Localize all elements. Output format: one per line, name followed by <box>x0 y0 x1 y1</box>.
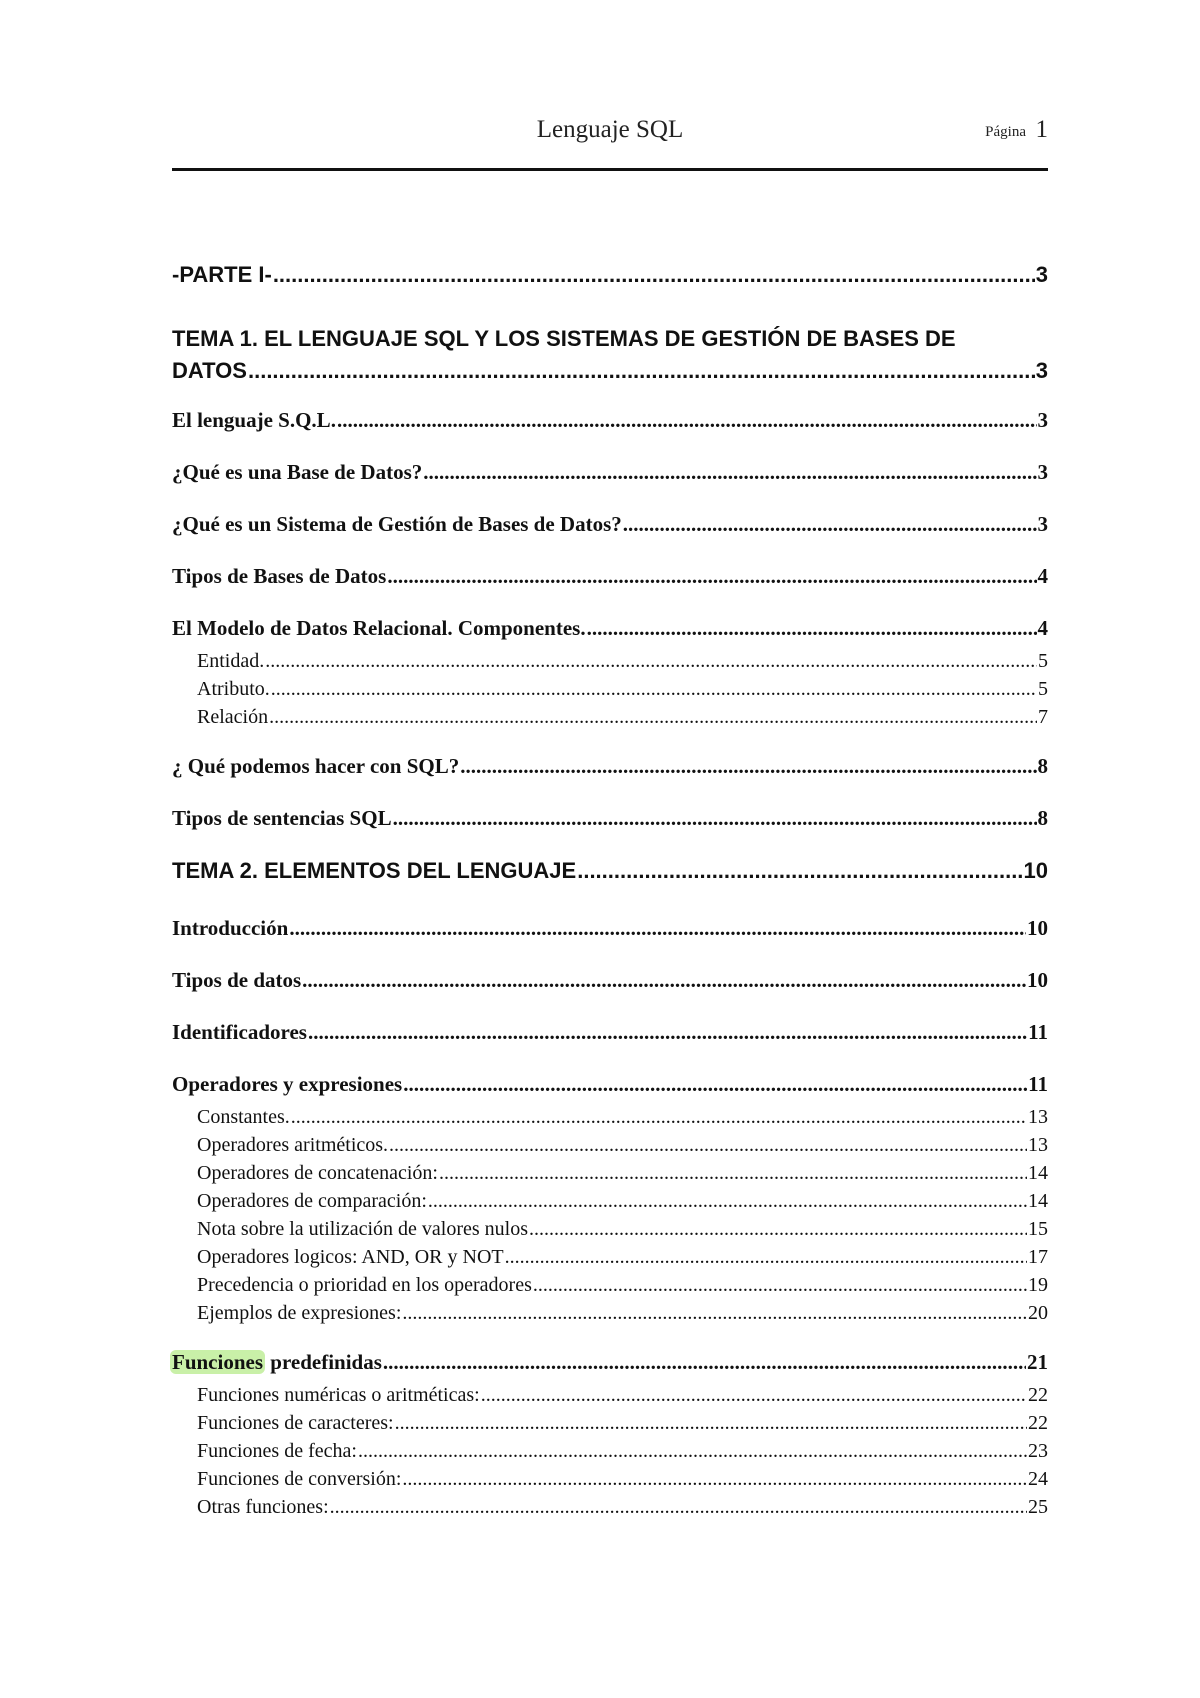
toc-entry-label: El lenguaje S.Q.L. <box>172 408 336 432</box>
toc-entry-page: 19 <box>1028 1274 1048 1296</box>
table-of-contents <box>172 262 1048 1544</box>
toc-subentry-precedencia[interactable] <box>172 1274 1048 1302</box>
toc-entry-page: 5 <box>1038 650 1048 672</box>
toc-subentry-concatenacion[interactable] <box>172 1162 1048 1190</box>
toc-entry-parte[interactable] <box>172 262 1048 302</box>
toc-subentries-modelo <box>172 650 1048 734</box>
toc-entry-funciones[interactable] <box>172 1350 1048 1384</box>
toc-entry-page: 3 <box>1037 408 1048 432</box>
toc-subentry-valores-nulos[interactable] <box>172 1218 1048 1246</box>
toc-subentries-funciones <box>172 1384 1048 1524</box>
dot-leader <box>330 1496 1027 1519</box>
toc-entry-label: Tipos de datos <box>172 968 302 992</box>
dot-leader <box>623 512 1037 537</box>
toc-entry-modelo-relacional[interactable] <box>172 616 1048 650</box>
toc-entry-label: Operadores de comparación: <box>197 1190 427 1212</box>
toc-subentry-conversion[interactable] <box>172 1468 1048 1496</box>
toc-entry-page: 10 <box>1023 858 1048 883</box>
dot-leader <box>505 1246 1027 1269</box>
toc-subentry-entidad[interactable] <box>172 650 1048 678</box>
toc-entry-label: Identificadores <box>172 1020 307 1044</box>
toc-entry-page: 17 <box>1028 1246 1048 1268</box>
toc-subentry-ejemplos[interactable] <box>172 1302 1048 1330</box>
toc-entry-page: 8 <box>1037 754 1048 778</box>
toc-entry-label: Operadores logicos: AND, OR y NOT <box>197 1246 504 1268</box>
toc-subentry-numericas[interactable] <box>172 1384 1048 1412</box>
toc-entry-page: 3 <box>1037 460 1048 484</box>
dot-leader <box>395 1412 1027 1435</box>
toc-entry-label: Otras funciones: <box>197 1496 329 1518</box>
dot-leader <box>273 262 1035 288</box>
toc-entry-que-hacer-sql[interactable] <box>172 754 1048 790</box>
toc-entry-label: Funciones de fecha: <box>197 1440 357 1462</box>
toc-entry-operadores[interactable] <box>172 1072 1048 1106</box>
toc-entry-page: 4 <box>1037 616 1048 640</box>
toc-entry-tipos-sentencias[interactable] <box>172 806 1048 842</box>
toc-entry-tipos-datos[interactable] <box>172 968 1048 1004</box>
dot-leader <box>302 968 1026 993</box>
toc-entry-sgbd[interactable] <box>172 512 1048 548</box>
dot-leader <box>577 858 1022 884</box>
toc-entry-label: Operadores de concatenación: <box>197 1162 438 1184</box>
toc-entry-introduccion[interactable] <box>172 916 1048 952</box>
dot-leader <box>402 1302 1027 1325</box>
toc-entry-label: ¿ Qué podemos hacer con SQL? <box>172 754 460 778</box>
toc-entry-tema1[interactable] <box>172 326 1048 390</box>
toc-entry-page: 7 <box>1038 706 1048 728</box>
toc-entry-label: Operadores y expresiones <box>172 1072 403 1096</box>
toc-entry-label: Funciones de conversión: <box>197 1468 402 1490</box>
toc-entry-label: Tipos de sentencias SQL <box>172 806 392 830</box>
toc-entry-page: 21 <box>1027 1350 1048 1374</box>
toc-entry-label: Nota sobre la utilización de valores nulos <box>197 1218 529 1240</box>
toc-entry-label: Atributo. <box>197 678 270 700</box>
toc-entry-page: 14 <box>1028 1190 1048 1212</box>
toc-entry-page: 10 <box>1027 968 1048 992</box>
dot-leader <box>428 1190 1027 1213</box>
dot-leader <box>265 650 1037 673</box>
toc-entry-label: ¿Qué es una Base de Datos? <box>172 460 423 484</box>
dot-leader <box>402 1468 1027 1491</box>
toc-entry-label: Funciones numéricas o aritméticas: <box>197 1384 480 1406</box>
toc-entry-page: 3 <box>1037 512 1048 536</box>
dot-leader <box>587 616 1037 641</box>
toc-subentry-otras[interactable] <box>172 1496 1048 1524</box>
toc-entry-page: 14 <box>1028 1162 1048 1184</box>
toc-subentry-constantes[interactable] <box>172 1106 1048 1134</box>
toc-entry-label <box>172 1350 382 1375</box>
toc-entry-page: 3 <box>1035 262 1048 287</box>
toc-entry-label: Precedencia o prioridad en los operadores <box>197 1274 532 1296</box>
toc-subentry-logicos[interactable] <box>172 1246 1048 1274</box>
toc-entry-label: TEMA 1. EL LENGUAJE SQL Y LOS SISTEMAS DE GESTIÓN DE BASES DE <box>172 326 956 351</box>
toc-entry-page: 20 <box>1028 1302 1048 1324</box>
toc-entry-page: 11 <box>1028 1072 1048 1096</box>
toc-subentry-fecha[interactable] <box>172 1440 1048 1468</box>
toc-entry-page: 8 <box>1037 806 1048 830</box>
toc-entry-page: 3 <box>1035 358 1048 383</box>
dot-leader <box>387 564 1036 589</box>
toc-entry-label: ¿Qué es un Sistema de Gestión de Bases de Datos? <box>172 512 622 536</box>
toc-entry-identificadores[interactable] <box>172 1020 1048 1056</box>
dot-leader <box>481 1384 1027 1407</box>
toc-entry-tipos-bases-datos[interactable] <box>172 564 1048 600</box>
dot-leader <box>337 408 1037 433</box>
toc-entry-page: 24 <box>1028 1468 1048 1490</box>
dot-leader <box>291 1106 1027 1129</box>
toc-entry-tema2[interactable] <box>172 858 1048 898</box>
toc-entry-page: 22 <box>1028 1384 1048 1406</box>
toc-subentry-comparacion[interactable] <box>172 1190 1048 1218</box>
toc-subentry-aritmeticos[interactable] <box>172 1134 1048 1162</box>
dot-leader <box>460 754 1036 779</box>
toc-entry-label: Ejemplos de expresiones: <box>197 1302 402 1324</box>
dot-leader <box>403 1072 1027 1097</box>
toc-entry-base-de-datos[interactable] <box>172 460 1048 496</box>
toc-entry-page: 22 <box>1028 1412 1048 1434</box>
toc-entry-page: 5 <box>1038 678 1048 700</box>
toc-entry-page: 4 <box>1037 564 1048 588</box>
toc-entry-page: 13 <box>1028 1106 1048 1128</box>
toc-entry-page: 11 <box>1028 1020 1048 1044</box>
dot-leader <box>423 460 1036 485</box>
dot-leader <box>533 1274 1027 1297</box>
dot-leader <box>529 1218 1027 1241</box>
toc-subentries-operadores <box>172 1106 1048 1330</box>
toc-entry-page: 10 <box>1027 916 1048 940</box>
toc-entry-page: 13 <box>1028 1134 1048 1156</box>
dot-leader <box>289 916 1026 941</box>
page-header <box>172 112 1048 148</box>
toc-entry-label: Constantes. <box>197 1106 290 1128</box>
toc-entry-page: 25 <box>1028 1496 1048 1518</box>
toc-entry-label-rest: predefinidas <box>265 1350 382 1374</box>
header-rule <box>172 168 1048 171</box>
toc-entry-label: Operadores aritméticos. <box>197 1134 389 1156</box>
dot-leader <box>439 1162 1027 1185</box>
dot-leader <box>383 1350 1026 1375</box>
dot-leader <box>308 1020 1027 1045</box>
toc-entry-label: -PARTE I- <box>172 262 272 287</box>
dot-leader <box>358 1440 1027 1463</box>
toc-entry-label: El Modelo de Datos Relacional. Componentes. <box>172 616 586 640</box>
toc-entry-label: Relación <box>197 706 269 728</box>
header-title: Lenguaje SQL <box>536 116 684 143</box>
dot-leader <box>393 806 1037 831</box>
header-page-label: Página <box>985 124 1026 140</box>
toc-entry-label-cont: DATOS <box>172 358 247 383</box>
header-page-number: 1 <box>1035 116 1048 143</box>
dot-leader <box>271 678 1037 701</box>
search-highlight: Funciones <box>172 1350 264 1374</box>
toc-subentry-atributo[interactable] <box>172 678 1048 706</box>
toc-subentry-relacion[interactable] <box>172 706 1048 734</box>
toc-entry-lenguaje-sql[interactable] <box>172 408 1048 444</box>
toc-entry-label: TEMA 2. ELEMENTOS DEL LENGUAJE <box>172 858 577 883</box>
toc-entry-label: Entidad. <box>197 650 265 672</box>
toc-entry-label: Tipos de Bases de Datos <box>172 564 387 588</box>
dot-leader <box>389 1134 1027 1157</box>
toc-subentry-caracteres[interactable] <box>172 1412 1048 1440</box>
toc-entry-page: 15 <box>1028 1218 1048 1240</box>
dot-leader <box>248 358 1035 384</box>
toc-entry-label: Funciones de caracteres: <box>197 1412 394 1434</box>
toc-entry-label: Introducción <box>172 916 289 940</box>
dot-leader <box>269 706 1037 729</box>
toc-entry-page: 23 <box>1028 1440 1048 1462</box>
